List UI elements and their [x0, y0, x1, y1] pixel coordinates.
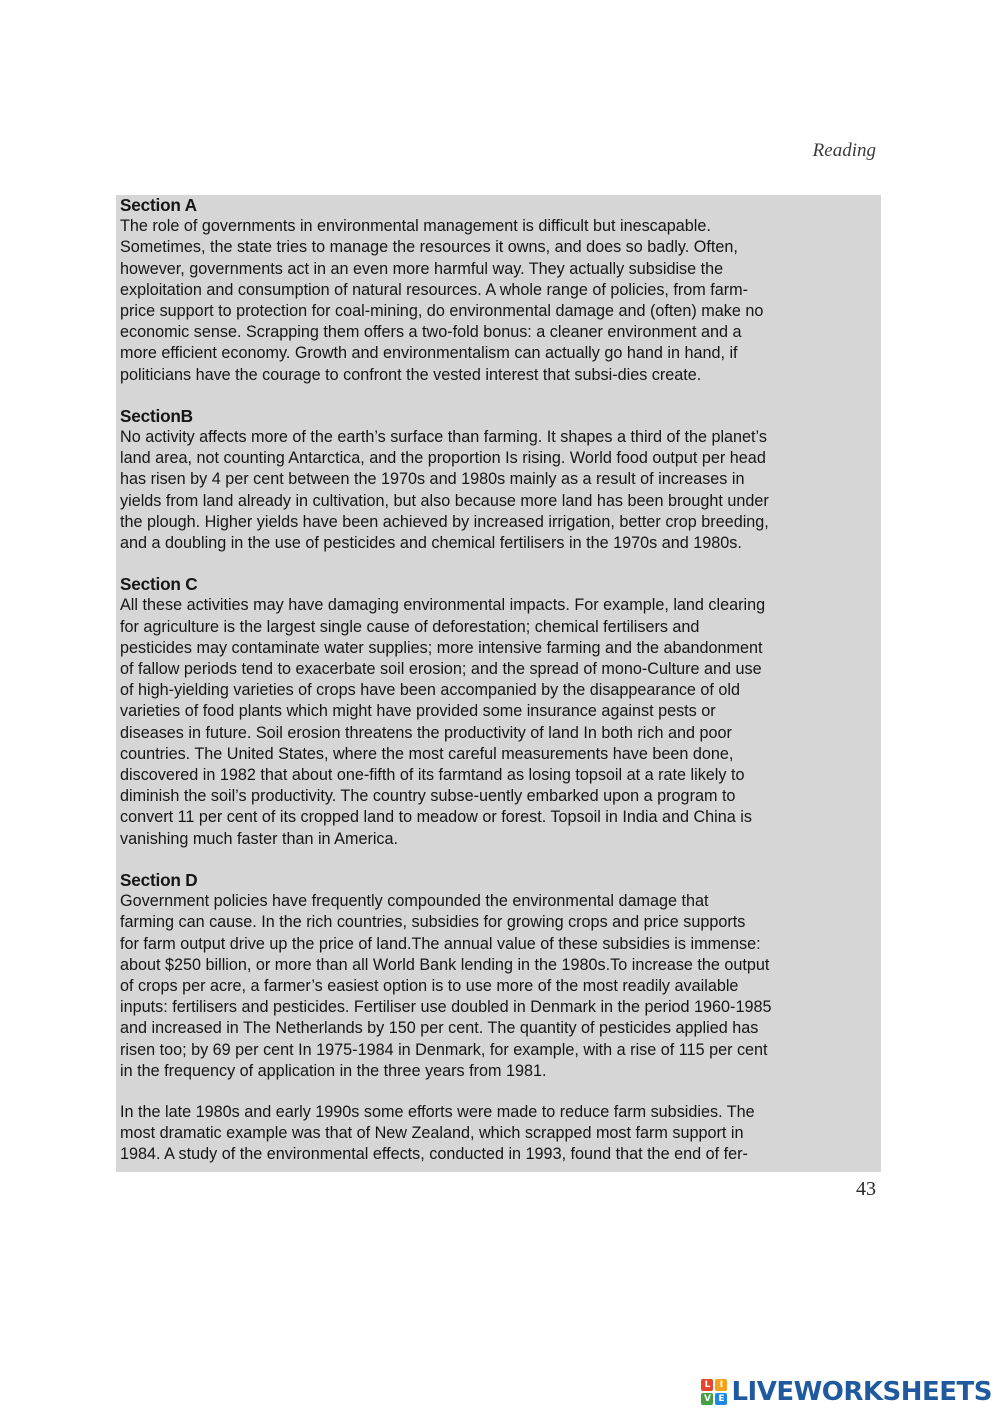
- logo-letter: V: [701, 1393, 713, 1405]
- text-line: The role of governments in environmental management is difficult but inescapable.: [120, 217, 711, 236]
- text-line: vanishing much faster than in America.: [120, 829, 399, 848]
- reading-passage: [116, 195, 881, 1172]
- text-line: yields from land already in cultivation, but also because more land has been brought under: [120, 491, 769, 510]
- section-body: [120, 427, 877, 554]
- section-b: [120, 406, 877, 554]
- text-line: diseases in future. Soil erosion threatens the productivity of land In both rich and poor: [120, 723, 732, 742]
- text-line: about $250 billion, or more than all World Bank lending in the 1980s.To increase the output: [120, 955, 770, 974]
- section-body: [120, 1102, 877, 1166]
- text-line: pesticides may contaminate water supplies; more intensive farming and the abandonment: [120, 638, 763, 657]
- text-line: in the frequency of application in the three years from 1981.: [120, 1061, 547, 1080]
- section-body: [120, 216, 877, 386]
- section-heading: SectionB: [120, 405, 193, 426]
- text-line: of fallow periods tend to exacerbate soil erosion; and the spread of mono-Culture and use: [120, 660, 762, 679]
- text-line: 1984. A study of the environmental effects, conducted in 1993, found that the end of fer-: [120, 1145, 748, 1164]
- text-line: All these activities may have damaging environmental impacts. For example, land clearing: [120, 596, 766, 615]
- section-heading: Section D: [120, 869, 198, 890]
- text-line: varieties of food plants which might have provided some insurance against pests or: [120, 702, 716, 721]
- text-line: convert 11 per cent of its cropped land to meadow or forest. Topsoil in India and China is: [120, 808, 752, 827]
- text-line: Sometimes, the state tries to manage the resources it owns, and does so badly. Often,: [120, 238, 738, 257]
- liveworksheets-wordmark: LIVEWORKSHEETS: [731, 1377, 992, 1407]
- section-heading: Section A: [120, 195, 197, 215]
- text-line: Government policies have frequently compounded the environmental damage that: [120, 892, 709, 911]
- text-line: of high-yielding varieties of crops have been accompanied by the disappearance of old: [120, 681, 741, 700]
- liveworksheets-watermark[interactable]: [701, 1377, 992, 1407]
- text-line: and a doubling in the use of pesticides and chemical fertilisers in the 1970s and 1980s.: [120, 534, 742, 553]
- text-line: countries. The United States, where the most careful measurements have been done,: [120, 744, 734, 763]
- running-head: Reading: [812, 140, 876, 161]
- text-line: most dramatic example was that of New Zealand, which scrapped most farm support in: [120, 1124, 744, 1143]
- logo-letter: L: [701, 1379, 713, 1391]
- text-line: In the late 1980s and early 1990s some efforts were made to reduce farm subsidies. The: [120, 1102, 755, 1121]
- text-line: economic sense. Scrapping them offers a two-fold bonus: a cleaner environment and a: [120, 323, 742, 342]
- liveworksheets-logo-icon: [701, 1379, 727, 1405]
- text-line: exploitation and consumption of natural resources. A whole range of policies, from farm-: [120, 280, 749, 299]
- section-d: [120, 870, 877, 1082]
- text-line: politicians have the courage to confront the vested interest that subsi-dies create.: [120, 365, 702, 384]
- section-a: [120, 195, 877, 386]
- text-line: for farm output drive up the price of land.The annual value of these subsidies is immense:: [120, 934, 761, 953]
- section-body: [120, 595, 877, 849]
- text-line: the plough. Higher yields have been achieved by increased irrigation, better crop breeding,: [120, 512, 769, 531]
- text-line: farming can cause. In the rich countries, subsidies for growing crops and price supports: [120, 913, 746, 932]
- section-d-continued: [120, 1102, 877, 1166]
- text-line: however, governments act in an even more harmful way. They actually subsidise the: [120, 259, 724, 278]
- logo-letter: I: [715, 1379, 727, 1391]
- section-heading: Section C: [120, 574, 198, 595]
- text-line: diminish the soil’s productivity. The country subse-uently embarked upon a program to: [120, 787, 736, 806]
- text-line: No activity affects more of the earth’s surface than farming. It shapes a third of the planet’s: [120, 428, 767, 447]
- logo-letter: E: [715, 1393, 727, 1405]
- text-line: land area, not counting Antarctica, and the proportion Is rising. World food output per head: [120, 449, 766, 468]
- page-number: 43: [856, 1178, 876, 1200]
- text-line: more efficient economy. Growth and environmentalism can actually go hand in hand, if: [120, 344, 738, 363]
- text-line: risen too; by 69 per cent In 1975-1984 in Denmark, for example, with a rise of 115 per cent: [120, 1040, 768, 1059]
- text-line: of crops per acre, a farmer’s easiest option is to use more of the most readily available: [120, 976, 739, 995]
- text-line: price support to protection for coal-mining, do environmental damage and (often) make no: [120, 302, 764, 321]
- text-line: inputs: fertilisers and pesticides. Fertiliser use doubled in Denmark in the period 1960-1985: [120, 998, 772, 1017]
- text-line: has risen by 4 per cent between the 1970s and 1980s mainly as a result of increases in: [120, 470, 745, 489]
- text-line: for agriculture is the largest single cause of deforestation; chemical fertilisers and: [120, 617, 700, 636]
- section-body: [120, 891, 877, 1082]
- text-line: and increased in The Netherlands by 150 per cent. The quantity of pesticides applied has: [120, 1019, 759, 1038]
- section-c: [120, 574, 877, 850]
- text-line: discovered in 1982 that about one-fifth of its farmtand as losing topsoil at a rate likely to: [120, 766, 745, 785]
